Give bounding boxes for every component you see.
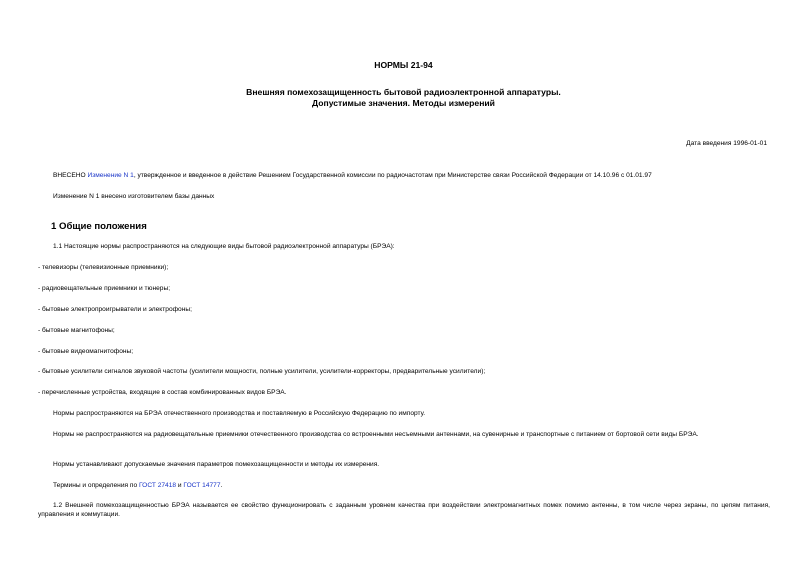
terms-middle: и	[176, 482, 184, 489]
amendment-prefix: ВНЕСЕНО	[53, 172, 88, 179]
terms-prefix: Термины и определения по	[53, 482, 139, 489]
amendment-link[interactable]: Изменение N 1	[87, 172, 134, 179]
amendment-note: Изменение N 1 внесено изготовителем базы данных	[53, 193, 215, 200]
exclusion-paragraph: Нормы не распространяются на радиовещательные приемники отечественного производства со встроенными несъемными антеннами, на сувенирные и транспортные с питанием от бортовой сети виды БРЭА.	[53, 431, 699, 438]
scope-paragraph: Нормы распространяются на БРЭА отечественного производства и поставляемую в Российскую Федерацию по импорту.	[53, 410, 426, 417]
amendment-suffix: , утвержденное и введенное в действие Решением Государственной комиссии по радиочастотам при Министерстве связи Российской Федерации от 14.10.96 с 01.01.97	[133, 172, 652, 179]
document-title: НОРМЫ 21-94	[374, 60, 433, 70]
clause-1-1: 1.1 Настоящие нормы распространяются на следующие виды бытовой радиоэлектронной аппаратуры (БРЭА):	[53, 243, 395, 250]
list-item: - радиовещательные приемники и тюнеры;	[38, 285, 171, 292]
list-item: - телевизоры (телевизионные приемники);	[38, 264, 169, 271]
amendment-paragraph	[38, 171, 770, 180]
terms-suffix: .	[220, 482, 223, 489]
list-item: - бытовые усилители сигналов звуковой частоты (усилители мощности, полные усилители, усилители-корректоры, предварительные усилители);	[38, 368, 486, 375]
gost-14777-link[interactable]: ГОСТ 14777	[183, 482, 221, 489]
list-item: - перечисленные устройства, входящие в состав комбинированных видов БРЭА.	[38, 389, 287, 396]
subtitle-line-2: Допустимые значения. Методы измерений	[312, 98, 495, 108]
subtitle-line-1: Внешняя помехозащищенность бытовой радиоэлектронной аппаратуры.	[246, 87, 561, 97]
document-subtitle	[0, 87, 807, 109]
list-item: - бытовые видеомагнитофоны;	[38, 348, 134, 355]
list-item: - бытовые электропроигрыватели и электрофоны;	[38, 306, 192, 313]
list-item: - бытовые магнитофоны;	[38, 327, 115, 334]
purpose-paragraph: Нормы устанавливают допускаемые значения параметров помехозащищенности и методы их измерения.	[53, 461, 380, 468]
introduction-date: Дата введения 1996-01-01	[686, 140, 767, 147]
section-heading: 1 Общие положения	[51, 221, 147, 232]
gost-27418-link[interactable]: ГОСТ 27418	[138, 482, 177, 489]
terms-paragraph	[38, 481, 770, 490]
clause-1-2: 1.2 Внешней помехозащищенностью БРЭА называется ее свойство функционировать с заданным уровнем качества при воздействии электромагнитных помех помимо антенны, в том числе через экраны, по цепям питания, управления и коммутации.	[38, 502, 770, 518]
